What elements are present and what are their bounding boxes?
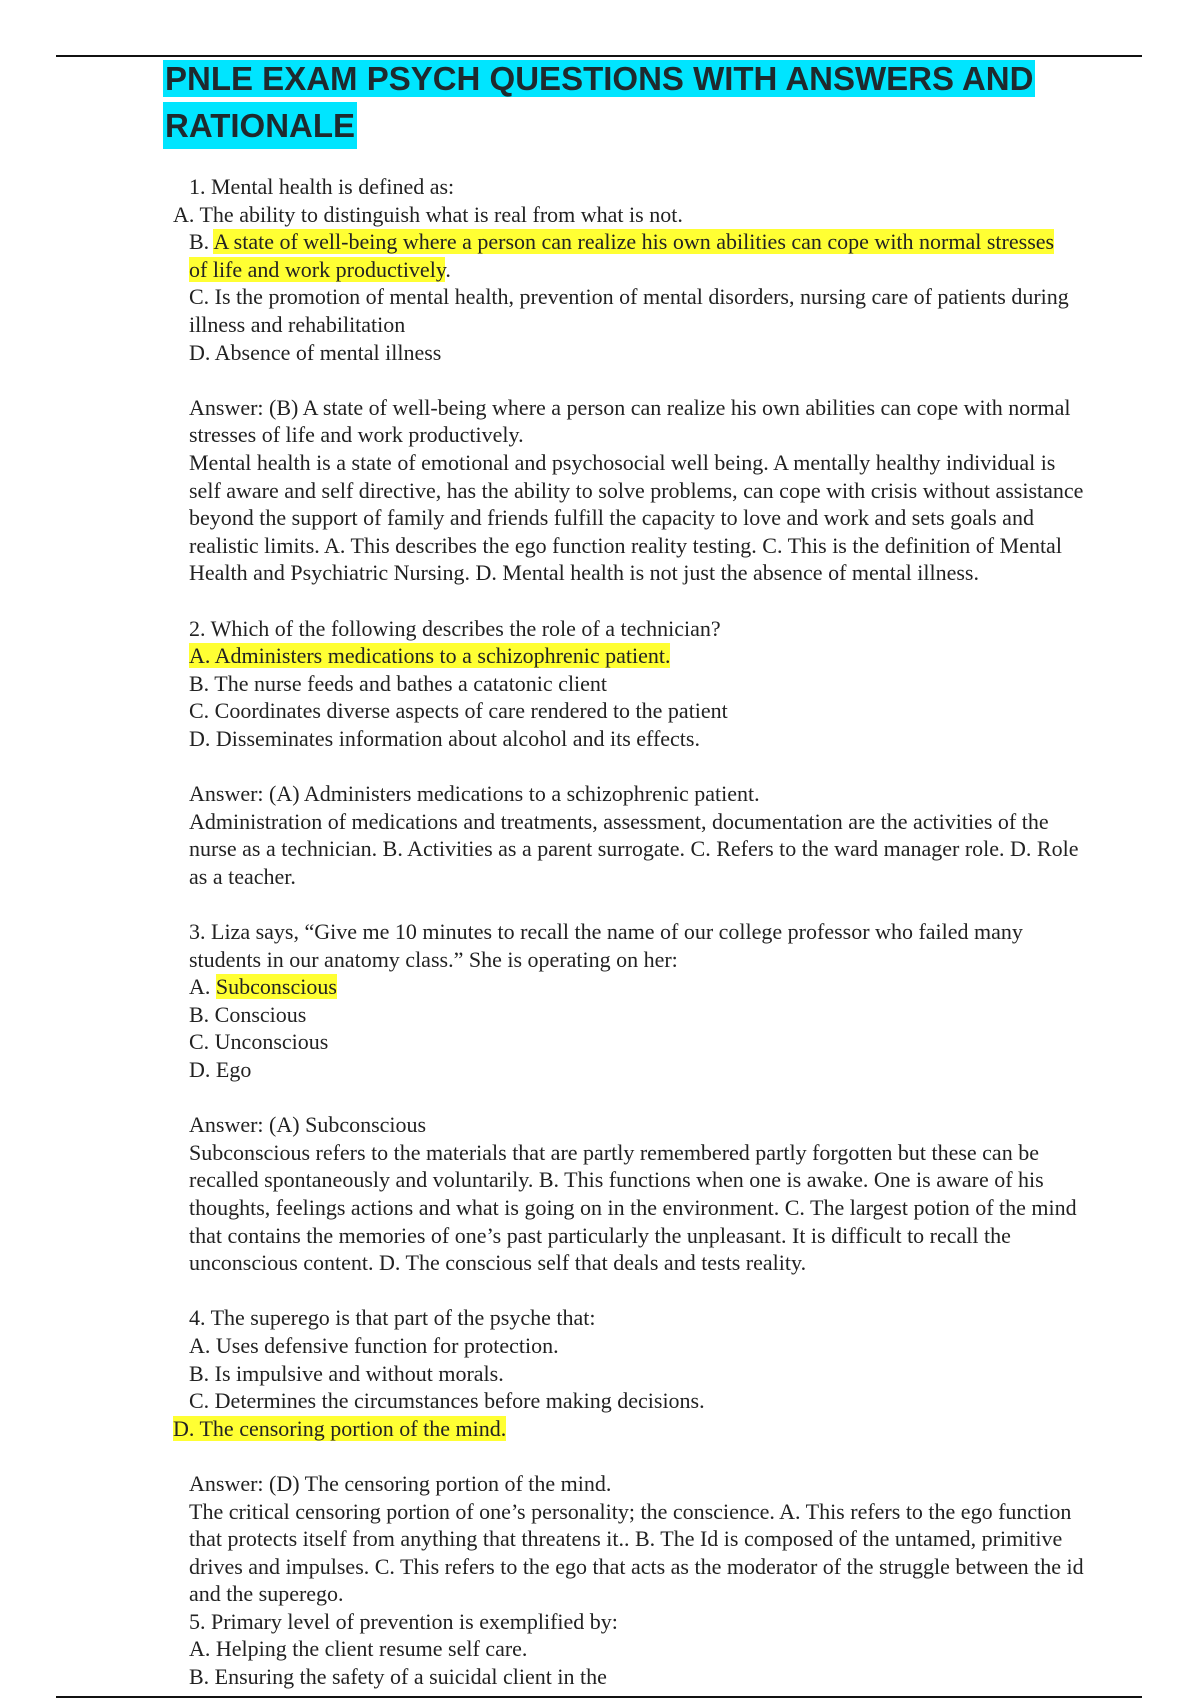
document-body xyxy=(0,173,1200,1691)
q3-rationale-line-2: recalled spontaneously and voluntarily. B. This functions when one is awake. One is aware of his xyxy=(189,1167,1044,1193)
q2-rationale-line-3: as a teacher. xyxy=(189,863,296,889)
q2-question: 2. Which of the following describes the role of a technician? xyxy=(189,615,721,641)
q1-option-b xyxy=(0,228,1200,256)
q4-rationale-line-1: The critical censoring portion of one’s personality; the conscience. A. This refers to the ego function xyxy=(189,1498,1072,1524)
q4-rationale-line-4: and the superego. xyxy=(189,1581,344,1607)
q4-option-d-highlight: D. The censoring portion of the mind. xyxy=(173,1415,507,1441)
q4-option-b: B. Is impulsive and without morals. xyxy=(189,1360,504,1386)
q1-answer-line-2: stresses of life and work productively. xyxy=(189,422,524,448)
document-title xyxy=(163,55,1035,149)
q4-option-d xyxy=(0,1415,1200,1443)
q3-rationale-line-1: Subconscious refers to the materials that are partly remembered partly forgotten but these can be xyxy=(189,1139,1039,1165)
title-line-2: RATIONALE xyxy=(163,102,357,149)
q4-option-a: A. Uses defensive function for protection. xyxy=(189,1332,559,1358)
q1-option-c-line-1: C. Is the promotion of mental health, prevention of mental disorders, nursing care of patients during xyxy=(189,284,1069,310)
q3-option-d: D. Ego xyxy=(189,1057,252,1082)
q3-rationale-line-3: thoughts, feelings actions and what is going on in the environment. C. The largest potion of the mind xyxy=(189,1194,1077,1220)
q3-question-line-1: 3. Liza says, “Give me 10 minutes to recall the name of our college professor who failed many xyxy=(189,919,1023,945)
q1-option-b-highlight-1: A state of well-being where a person can realize his own abilities can cope with normal stresses xyxy=(213,229,1055,255)
q3-rationale-line-5: unconscious content. D. The conscious self that deals and tests reality. xyxy=(189,1250,807,1276)
q1-rationale-line-2: self aware and self directive, has the ability to solve problems, can cope with crisis without assistance xyxy=(189,477,1084,503)
q2-option-c: C. Coordinates diverse aspects of care rendered to the patient xyxy=(189,698,728,724)
q1-option-b-highlight-2: of life and work productively xyxy=(189,256,446,282)
q5-option-a: A. Helping the client resume self care. xyxy=(189,1636,528,1662)
title-line-1: PNLE EXAM PSYCH QUESTIONS WITH ANSWERS AND xyxy=(165,60,1034,97)
q4-question: 4. The superego is that part of the psyche that: xyxy=(189,1305,596,1331)
q4-option-c: C. Determines the circumstances before making decisions. xyxy=(189,1388,705,1414)
q1-rationale-line-3: beyond the support of family and friends fulfill the capacity to love and work and sets goals and xyxy=(189,505,1034,531)
q1-option-b-cont xyxy=(0,256,1200,284)
q2-answer: Answer: (A) Administers medications to a schizophrenic patient. xyxy=(189,781,760,807)
q3-answer: Answer: (A) Subconscious xyxy=(189,1112,427,1138)
q2-option-b: B. The nurse feeds and bathes a catatonic client xyxy=(189,670,608,696)
q1-rationale-line-4: realistic limits. A. This describes the ego function reality testing. C. This is the definition of Mental xyxy=(189,532,1062,558)
q4-answer: Answer: (D) The censoring portion of the mind. xyxy=(189,1470,612,1496)
q2-option-a xyxy=(0,642,1200,670)
q1-option-b-suffix: . xyxy=(445,256,451,282)
q1-answer-line-1: Answer: (B) A state of well-being where a person can realize his own abilities can cope with normal xyxy=(189,394,1071,420)
q3-option-a xyxy=(0,973,1200,1001)
q5-question: 5. Primary level of prevention is exemplified by: xyxy=(189,1608,618,1634)
q3-option-a-prefix: A. xyxy=(189,974,216,1000)
q4-rationale-line-2: that protects itself from anything that threatens it.. B. The Id is composed of the untamed, primitive xyxy=(189,1526,1063,1552)
q5-option-b-partial: B. Ensuring the safety of a suicidal client in the xyxy=(189,1664,607,1690)
q2-rationale-line-2: nurse as a technician. B. Activities as a parent surrogate. C. Refers to the ward manager role. D. Role xyxy=(189,836,1079,862)
q1-rationale-line-1: Mental health is a state of emotional and psychosocial well being. A mentally healthy individual is xyxy=(189,449,1056,475)
q1-option-c-line-2: illness and rehabilitation xyxy=(189,311,406,337)
bottom-rule xyxy=(56,1696,1142,1698)
q3-option-b: B. Conscious xyxy=(189,1001,307,1027)
q1-option-b-prefix: B. xyxy=(189,229,214,255)
q2-option-a-highlight: A. Administers medications to a schizophrenic patient. xyxy=(189,643,671,669)
q3-rationale-line-4: that contains the memories of one’s past particularly the unpleasant. It is difficult to recall the xyxy=(189,1222,1011,1248)
q2-option-d: D. Disseminates information about alcohol and its effects. xyxy=(189,725,700,751)
q3-option-c: C. Unconscious xyxy=(189,1029,329,1055)
q1-question: 1. Mental health is defined as: xyxy=(189,174,455,199)
q1-option-a: A. The ability to distinguish what is real from what is not. xyxy=(173,201,683,227)
q1-option-d: D. Absence of mental illness xyxy=(189,339,442,365)
q3-option-a-highlight: Subconscious xyxy=(215,974,337,1000)
q1-rationale-line-5: Health and Psychiatric Nursing. D. Mental health is not just the absence of mental illness. xyxy=(189,560,979,586)
q2-rationale-line-1: Administration of medications and treatments, assessment, documentation are the activities of the xyxy=(189,808,1049,834)
q4-rationale-line-3: drives and impulses. C. This refers to the ego that acts as the moderator of the struggle between the id xyxy=(189,1553,1084,1579)
q3-question-line-2: students in our anatomy class.” She is operating on her: xyxy=(189,946,678,972)
